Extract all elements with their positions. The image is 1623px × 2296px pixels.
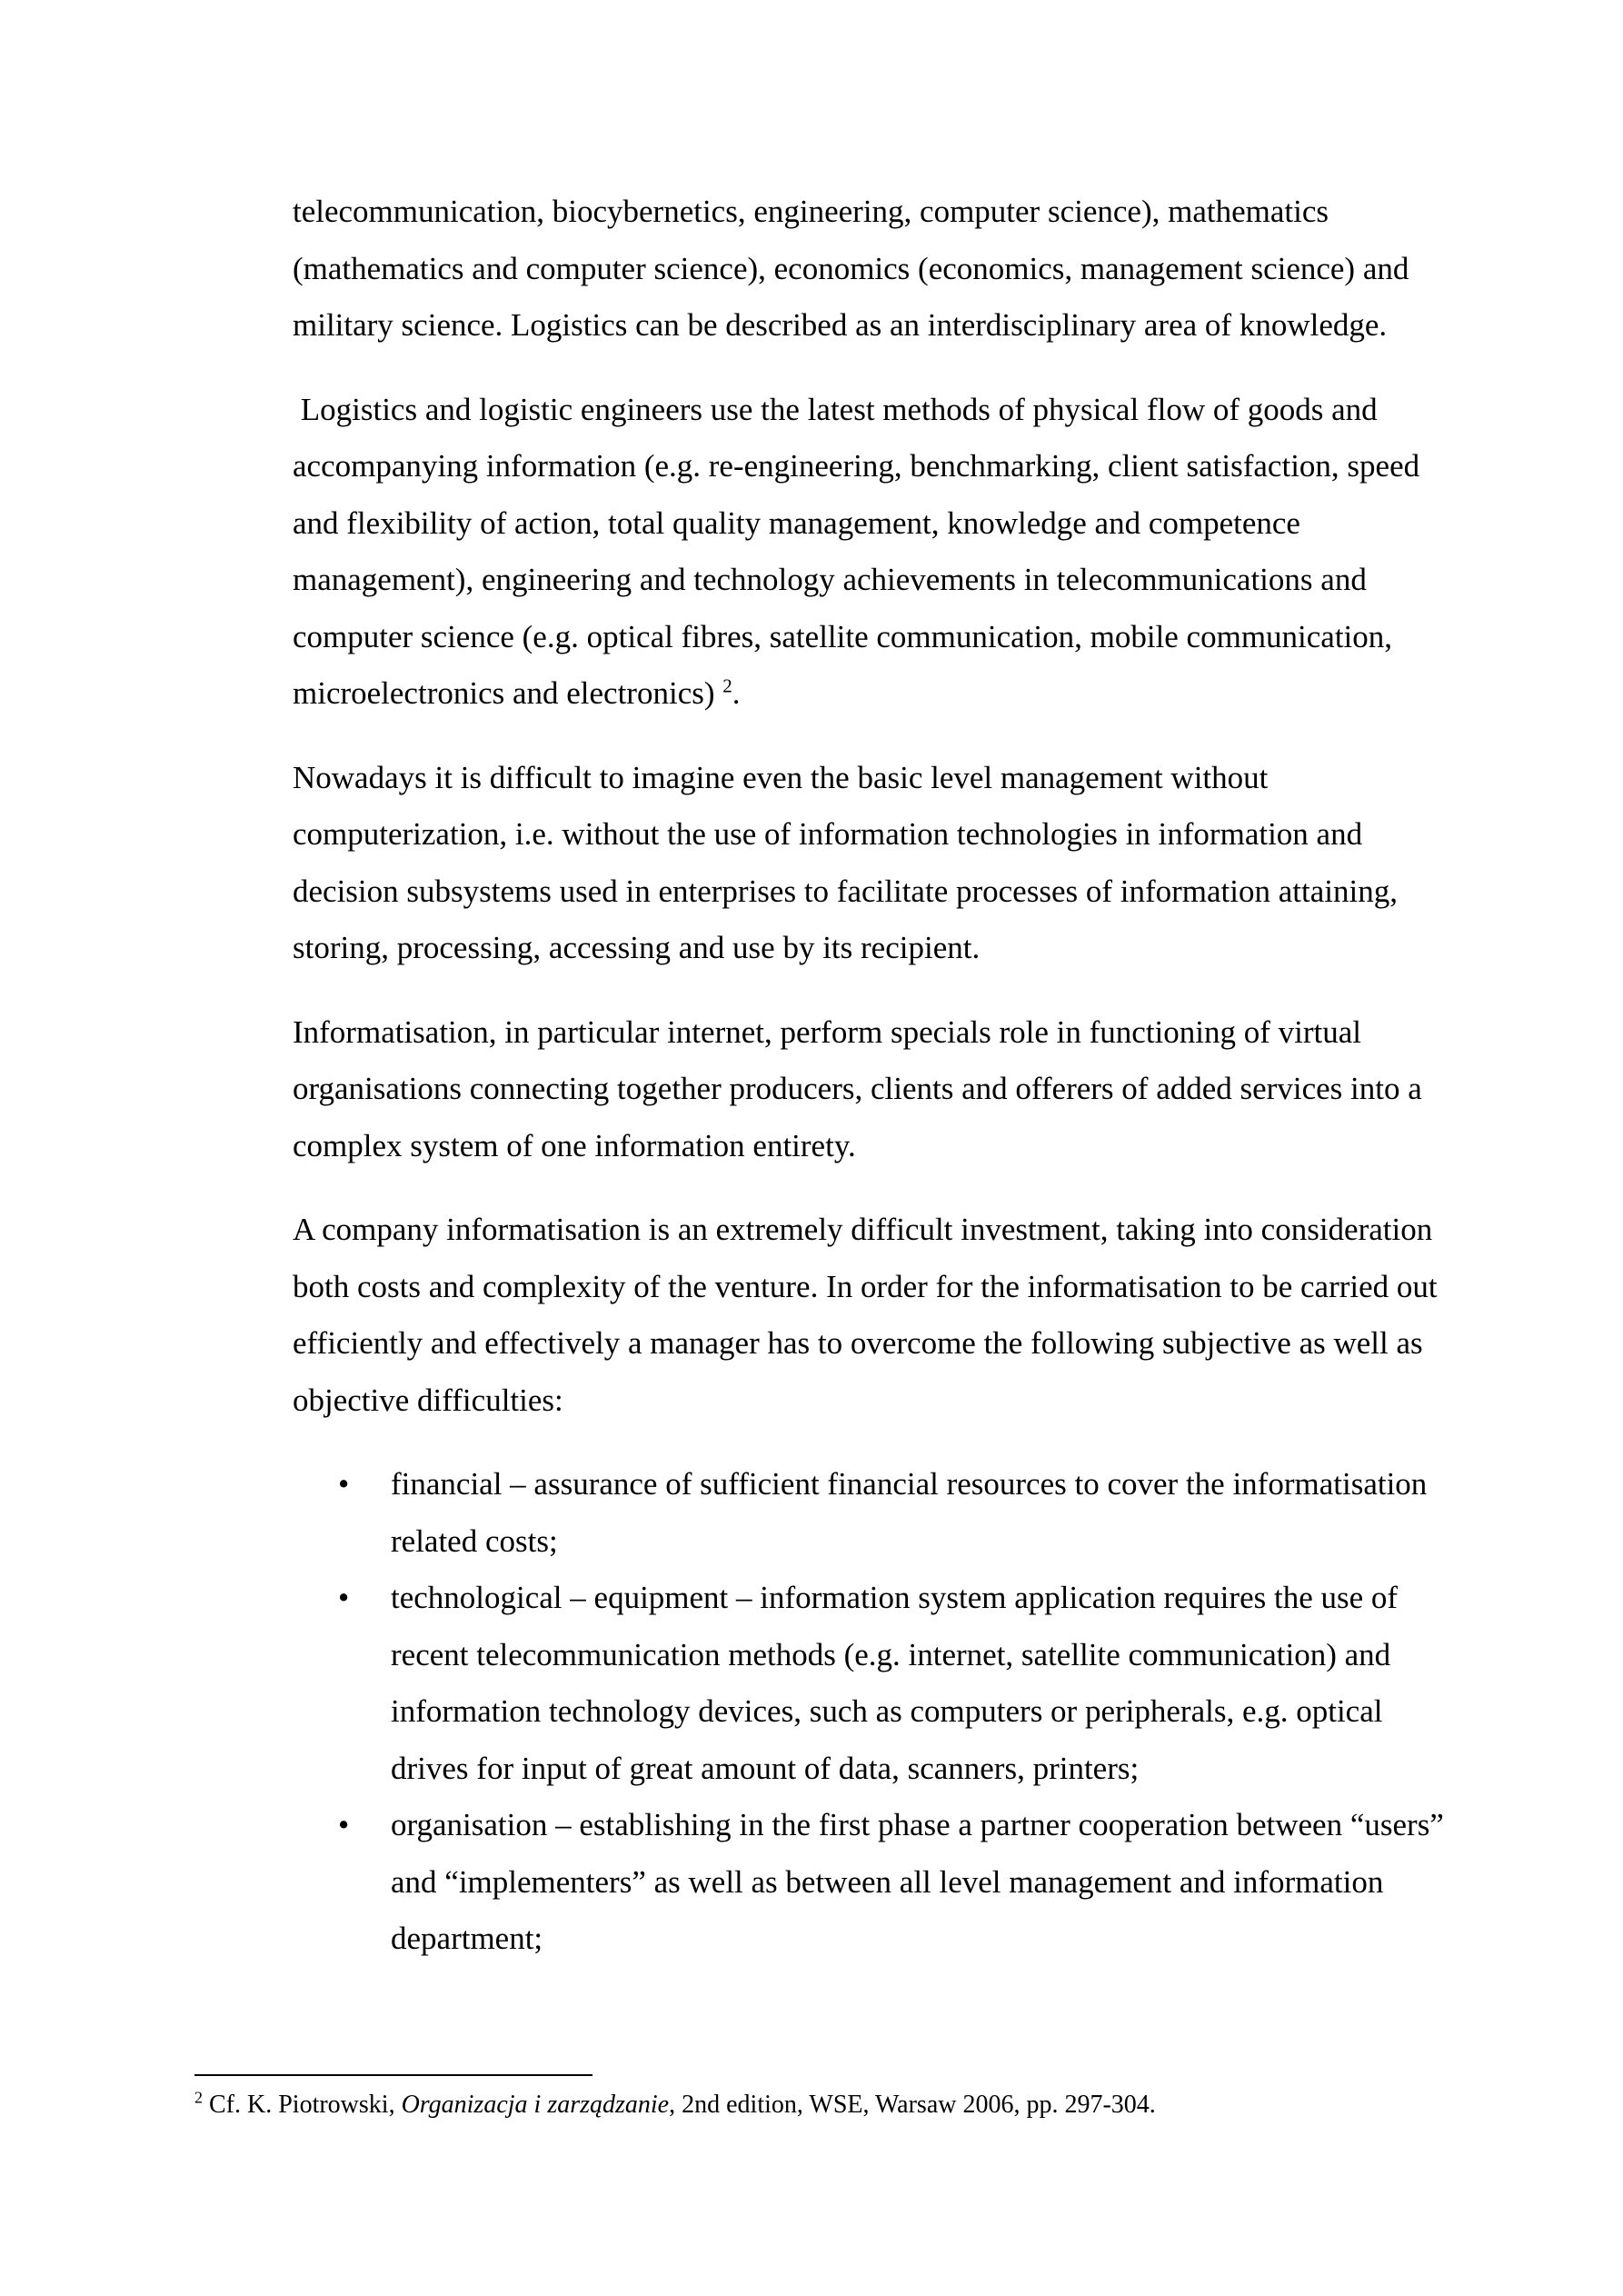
list-item-text: technological – equipment – information system application requires the use of recent telecommunication methods (e.g. internet, satellite communication) and information technology devices, such as computers or peripherals, e.g. optical drives for input of great amount of data, scanners, printers; [391,1580,1399,1786]
footnote-number: 2 [194,2088,203,2107]
footnote-book-title: Organizacja i zarządzanie [401,2091,670,2119]
paragraph-4: Informatisation, in particular internet, perform specials role in functioning of virtual organisations connecting together producers, clients and offerers of added services into a complex system of one information entirety. [293,1013,1422,1163]
bullet-icon: • [338,1807,350,1842]
list-item-text: organisation – establishing in the first phase a partner cooperation between “users” and “implementers” as well as between all level management and information department; [391,1807,1444,1956]
list-item-technological [293,1570,1454,1797]
difficulties-list [293,1456,1454,1968]
list-item-financial [293,1456,1454,1570]
body-text [293,184,1454,1968]
list-item-text: financial – assurance of sufficient financial resources to cover the informatisation related costs; [391,1466,1428,1559]
paragraph-3: Nowadays it is difficult to imagine even the basic level management without computerization, i.e. without the use of information technologies in information and decision subsystems used in enterprises to facilitate processes of information attaining, storing, processing, accessing and use by its recipient. [293,759,1398,965]
footnote-separator [194,2074,592,2076]
paragraph-2-text: Logistics and logistic engineers use the latest methods of physical flow of goods and accompanying information (e.g. re-engineering, benchmarking, client satisfaction, speed and flexibility of action, total quality management, knowledge and competence management), engineering and technology achievements in telecommunications and computer science (e.g. optical fibres, satellite communication, mobile communication, microelectronics and electronics) [293,391,1420,711]
paragraph-1: telecommunication, biocybernetics, engineering, computer science), mathematics (mathematics and computer science), economics (economics, management science) and military science. Logistics can be described as an interdisciplinary area of knowledge. [293,194,1409,343]
paragraph-2 [293,382,1454,723]
footnote-suffix: , 2nd edition, WSE, Warsaw 2006, pp. 297-304. [669,2091,1156,2119]
bullet-icon: • [338,1580,350,1615]
footnote-reference[interactable]: 2 [722,674,732,697]
footnote-prefix: Cf. K. Piotrowski, [203,2091,402,2119]
paragraph-2-end: . [732,675,741,711]
paragraph-5: A company informatisation is an extremely difficult investment, taking into consideration both costs and complexity of the venture. In order for the informatisation to be carried out efficiently and effectively a manager has to overcome the following subjective as well as objective difficulties: [293,1212,1438,1418]
footnote [194,2089,1449,2121]
list-item-organisation [293,1797,1454,1968]
bullet-icon: • [338,1466,350,1502]
